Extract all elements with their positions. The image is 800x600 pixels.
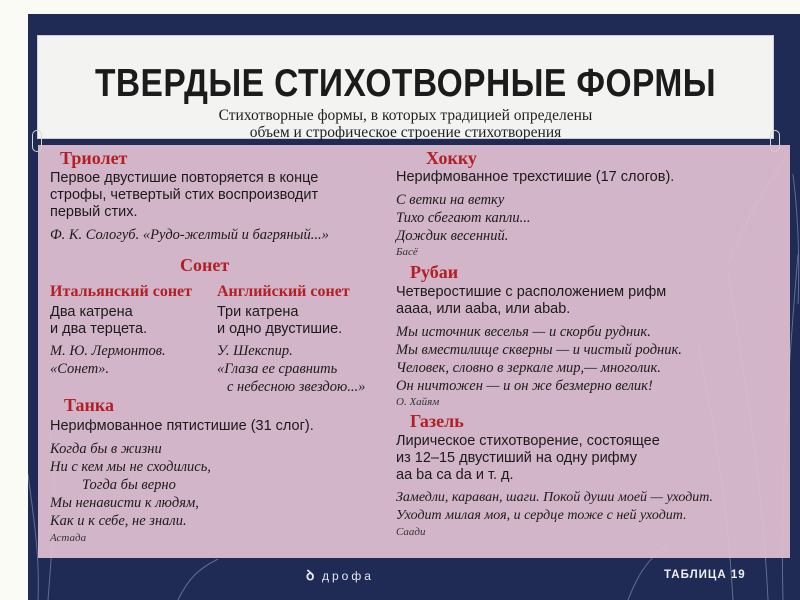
triolet-line-1: Первое двустишие повторяется в конце xyxy=(50,170,319,186)
english-sonnet-heading: Английский сонет xyxy=(217,283,350,300)
italian-example-1: М. Ю. Лермонтов. xyxy=(50,343,166,359)
rubai-line-1: Четверостишие с расположением рифм xyxy=(396,284,667,300)
gazel-poem-2: Уходит милая моя, и сердце тоже с ней уходит. xyxy=(396,508,687,523)
english-example-3: с небесною звездою...» xyxy=(227,379,366,395)
italian-line-2: и два терцета. xyxy=(50,321,148,337)
title-panel xyxy=(38,36,773,141)
subtitle-line-2: объем и строфическое строение стихотворения xyxy=(249,124,562,141)
rubai-poem-2: Мы вместилище скверны — и чистый родник. xyxy=(396,342,682,358)
gazel-poem-1: Замедли, караван, шаги. Покой души моей — уходит. xyxy=(396,490,714,505)
rubai-poem-3: Человек, словно в зеркале мир,— многолик. xyxy=(396,360,661,376)
gazel-heading: Газель xyxy=(410,411,464,431)
tanka-desc: Нерифмованное пятистишие (31 слог). xyxy=(50,418,314,434)
english-example-2: «Глаза ее сравнить xyxy=(217,361,338,377)
hokku-poem-3: Дождик весенний. xyxy=(396,228,509,244)
content-panel xyxy=(38,145,790,558)
english-example-1: У. Шекспир. xyxy=(217,343,293,359)
triolet-line-3: первый стих. xyxy=(50,204,138,220)
rubai-line-2: аааа, или ааbа, или аbаb. xyxy=(396,301,571,317)
subtitle-line-1: Стихотворные формы, в которых традицией определены xyxy=(218,107,593,124)
rubai-author: О. Хайям xyxy=(396,396,440,408)
table-label: ТАБЛИЦА 19 xyxy=(664,569,746,581)
english-line-2: и одно двустишие. xyxy=(217,321,343,337)
publisher-name: дрофа xyxy=(322,569,374,583)
hokku-poem-2: Тихо сбегают капли... xyxy=(396,210,531,226)
hokku-poem-1: С ветки на ветку xyxy=(396,192,505,208)
tanka-heading: Танка xyxy=(64,395,115,415)
tanka-poem-1: Когда бы в жизни xyxy=(50,441,162,457)
sonnet-heading: Сонет xyxy=(180,255,230,275)
hokku-heading: Хокку xyxy=(426,148,477,168)
tanka-poem-2: Ни с кем мы не сходились, xyxy=(50,459,211,475)
tanka-author: Астада xyxy=(50,532,87,544)
rubai-poem-1: Мы источник веселья — и скорби рудник. xyxy=(396,324,651,340)
publisher-logo-icon: ꝺ xyxy=(306,569,315,584)
italian-example-2: «Сонет». xyxy=(50,361,110,377)
tanka-poem-5: Как и к себе, не знали. xyxy=(50,513,187,529)
gazel-line-2: из 12–15 двустиший на одну рифму xyxy=(396,450,637,466)
rubai-heading: Рубаи xyxy=(410,262,459,282)
triolet-line-2: строфы, четвертый стих воспроизводит xyxy=(50,187,319,203)
subtitle xyxy=(38,107,773,141)
triolet-heading: Триолет xyxy=(60,148,128,168)
page-title: ТВЕРДЫЕ СТИХОТВОРНЫЕ ФОРМЫ xyxy=(94,62,717,105)
gazel-line-3: аа bа са dа и т. д. xyxy=(396,467,514,483)
hokku-desc: Нерифмованное трехстишие (17 слогов). xyxy=(396,169,675,185)
italian-sonnet-heading: Итальянский сонет xyxy=(50,283,192,300)
tanka-poem-4: Мы ненависти к людям, xyxy=(50,495,199,511)
gazel-author: Саади xyxy=(396,526,426,538)
poster xyxy=(28,14,800,600)
hokku-author: Басё xyxy=(396,246,418,258)
english-line-1: Три катрена xyxy=(217,304,299,320)
rubai-poem-4: Он ничтожен — и он же безмерно велик! xyxy=(396,378,653,394)
tanka-poem-3: Тогда бы верно xyxy=(82,477,176,493)
gazel-line-1: Лирическое стихотворение, состоящее xyxy=(396,433,660,449)
triolet-example: Ф. К. Сологуб. «Рудо-желтый и багряный...» xyxy=(50,227,329,243)
italian-line-1: Два катрена xyxy=(50,304,133,320)
